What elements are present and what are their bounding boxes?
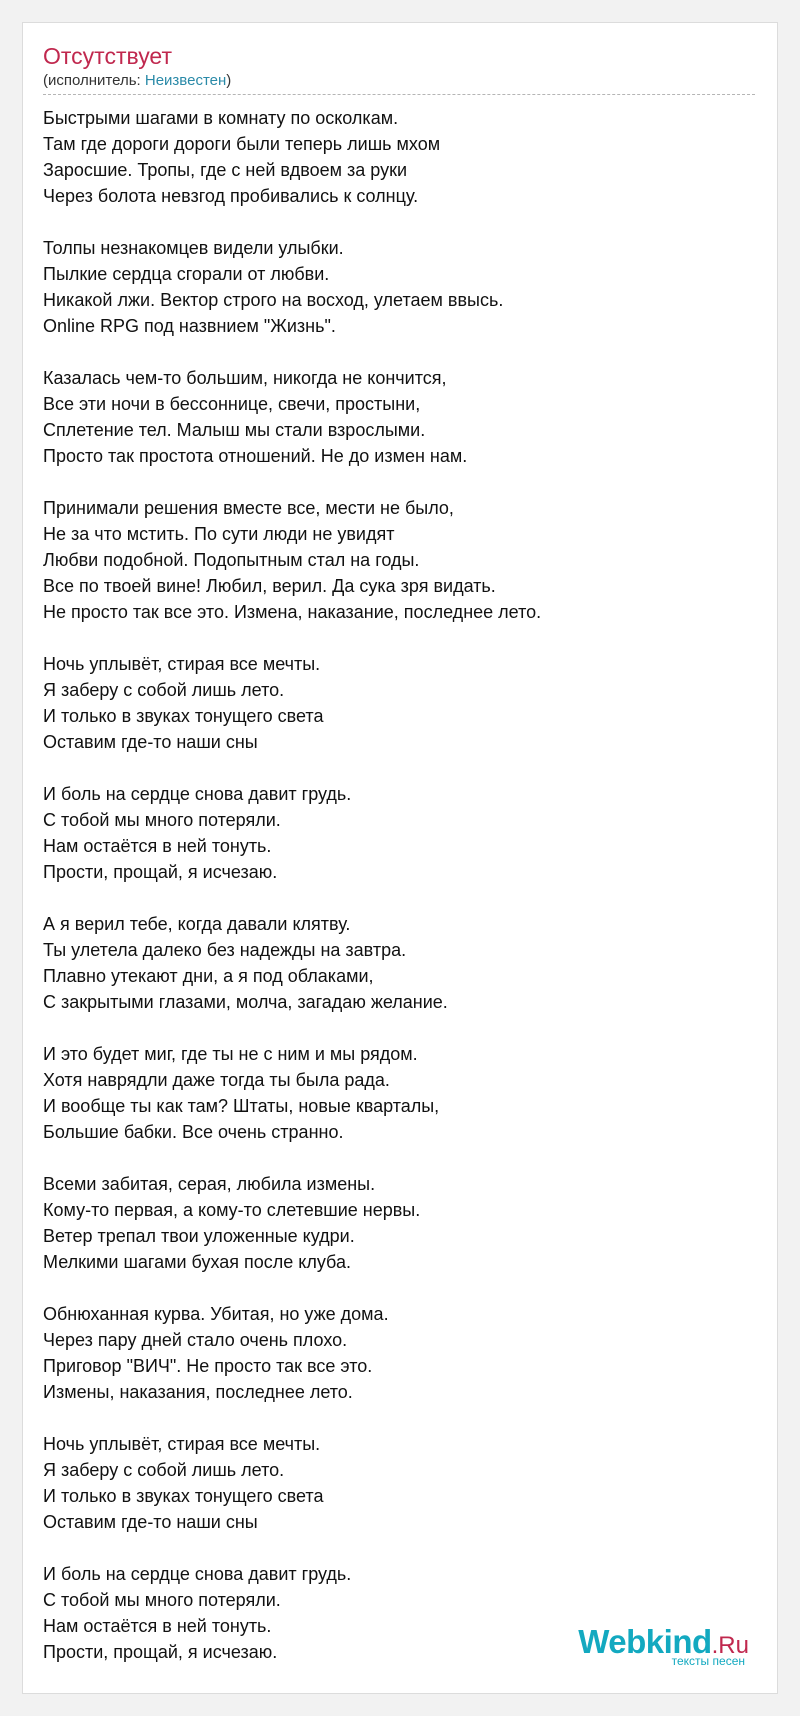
lyric-line: Оставим где-то наши сны	[43, 1512, 258, 1532]
lyrics-stanza	[43, 781, 763, 885]
lyric-line: Измены, наказания, последнее лето.	[43, 1382, 353, 1402]
lyrics-card	[22, 22, 778, 1694]
lyric-line: И это будет миг, где ты не с ним и мы рядом.	[43, 1044, 418, 1064]
lyric-line: И только в звуках тонущего света	[43, 706, 324, 726]
lyric-line: Быстрыми шагами в комнату по осколкам.	[43, 108, 399, 128]
lyric-line: С тобой мы много потеряли.	[43, 1590, 281, 1610]
lyric-line: Заросшие. Тропы, где с ней вдвоем за руки	[43, 160, 408, 180]
lyric-line: Прости, прощай, я исчезаю.	[43, 862, 278, 882]
logo-brand: Webkind	[578, 1623, 712, 1660]
lyric-line: Пылкие сердца сгорали от любви.	[43, 264, 330, 284]
lyrics-stanza	[43, 365, 763, 469]
byline-suffix: )	[226, 72, 232, 89]
lyric-line: Обнюханная курва. Убитая, но уже дома.	[43, 1304, 389, 1324]
site-logo	[578, 1625, 749, 1667]
lyric-line: Ты улетела далеко без надежды на завтра.	[43, 940, 407, 960]
lyric-line: Казалась чем-то большим, никогда не кончится,	[43, 368, 447, 388]
lyric-line: А я верил тебе, когда давали клятву.	[43, 914, 351, 934]
logo-tagline: тексты песен	[671, 1654, 745, 1668]
lyric-line: Кому-то первая, а кому-то слетевшие нервы.	[43, 1200, 421, 1220]
lyrics-stanza	[43, 1171, 763, 1275]
logo-tld: .Ru	[711, 1632, 749, 1659]
lyric-line: Я заберу с собой лишь лето.	[43, 680, 285, 700]
lyrics-stanza	[43, 105, 763, 209]
lyric-line: Все эти ночи в бессоннице, свечи, простыни,	[43, 394, 421, 414]
lyric-line: Я заберу с собой лишь лето.	[43, 1460, 285, 1480]
lyric-line: Оставим где-то наши сны	[43, 732, 258, 752]
lyric-line: Принимали решения вместе все, мести не было,	[43, 498, 454, 518]
lyrics-stanza	[43, 1431, 763, 1535]
lyric-line: Приговор "ВИЧ". Не просто так все это.	[43, 1356, 373, 1376]
lyric-line: Прости, прощай, я исчезаю.	[43, 1642, 278, 1662]
lyrics-stanza	[43, 495, 763, 625]
lyrics-stanza	[43, 651, 763, 755]
lyric-line: Никакой лжи. Вектор строго на восход, улетаем ввысь.	[43, 290, 504, 310]
lyric-line: И боль на сердце снова давит грудь.	[43, 1564, 352, 1584]
lyric-line: И только в звуках тонущего света	[43, 1486, 324, 1506]
lyrics-stanza	[43, 1041, 763, 1145]
lyric-line: Через пару дней стало очень плохо.	[43, 1330, 348, 1350]
lyric-line: Просто так простота отношений. Не до измен нам.	[43, 446, 468, 466]
lyric-line: Не просто так все это. Измена, наказание, последнее лето.	[43, 602, 542, 622]
artist-link[interactable]: Неизвестен	[144, 72, 227, 89]
lyric-line: С закрытыми глазами, молча, загадаю желание.	[43, 992, 448, 1012]
lyric-line: Любви подобной. Подопытным стал на годы.	[43, 550, 420, 570]
lyric-line: Нам остаётся в ней тонуть.	[43, 836, 272, 856]
lyric-line: И боль на сердце снова давит грудь.	[43, 784, 352, 804]
lyric-line: Нам остаётся в ней тонуть.	[43, 1616, 272, 1636]
lyrics-stanza	[43, 1301, 763, 1405]
lyric-line: Хотя наврядли даже тогда ты была рада.	[43, 1070, 390, 1090]
title-divider	[43, 94, 755, 95]
byline-prefix: (исполнитель:	[43, 72, 145, 89]
lyric-line: Через болота невзгод пробивались к солнцу.	[43, 186, 419, 206]
lyric-line: Ветер трепал твои уложенные кудри.	[43, 1226, 355, 1246]
lyric-line: Всеми забитая, серая, любила измены.	[43, 1174, 376, 1194]
lyrics-stanza	[43, 911, 763, 1015]
lyrics-stanza	[43, 235, 763, 339]
lyric-line: Большие бабки. Все очень странно.	[43, 1122, 344, 1142]
song-title: Отсутствует	[43, 43, 172, 69]
lyric-line: Там где дороги дороги были теперь лишь мхом	[43, 134, 441, 154]
lyric-line: И вообще ты как там? Штаты, новые кварталы,	[43, 1096, 440, 1116]
lyric-line: Online RPG под назвнием "Жизнь".	[43, 316, 336, 336]
lyric-line: Все по твоей вине! Любил, верил. Да сука зря видать.	[43, 576, 496, 596]
lyric-line: Толпы незнакомцев видели улыбки.	[43, 238, 344, 258]
lyric-line: С тобой мы много потеряли.	[43, 810, 281, 830]
lyric-line: Мелкими шагами бухая после клуба.	[43, 1252, 351, 1272]
lyric-line: Не за что мстить. По сути люди не увидят	[43, 524, 395, 544]
lyric-line: Ночь уплывёт, стирая все мечты.	[43, 654, 321, 674]
lyric-line: Плавно утекают дни, а я под облаками,	[43, 966, 374, 986]
lyric-line: Ночь уплывёт, стирая все мечты.	[43, 1434, 321, 1454]
artist-byline	[43, 73, 231, 88]
lyrics-body	[43, 105, 763, 1691]
lyric-line: Сплетение тел. Малыш мы стали взрослыми.	[43, 420, 426, 440]
